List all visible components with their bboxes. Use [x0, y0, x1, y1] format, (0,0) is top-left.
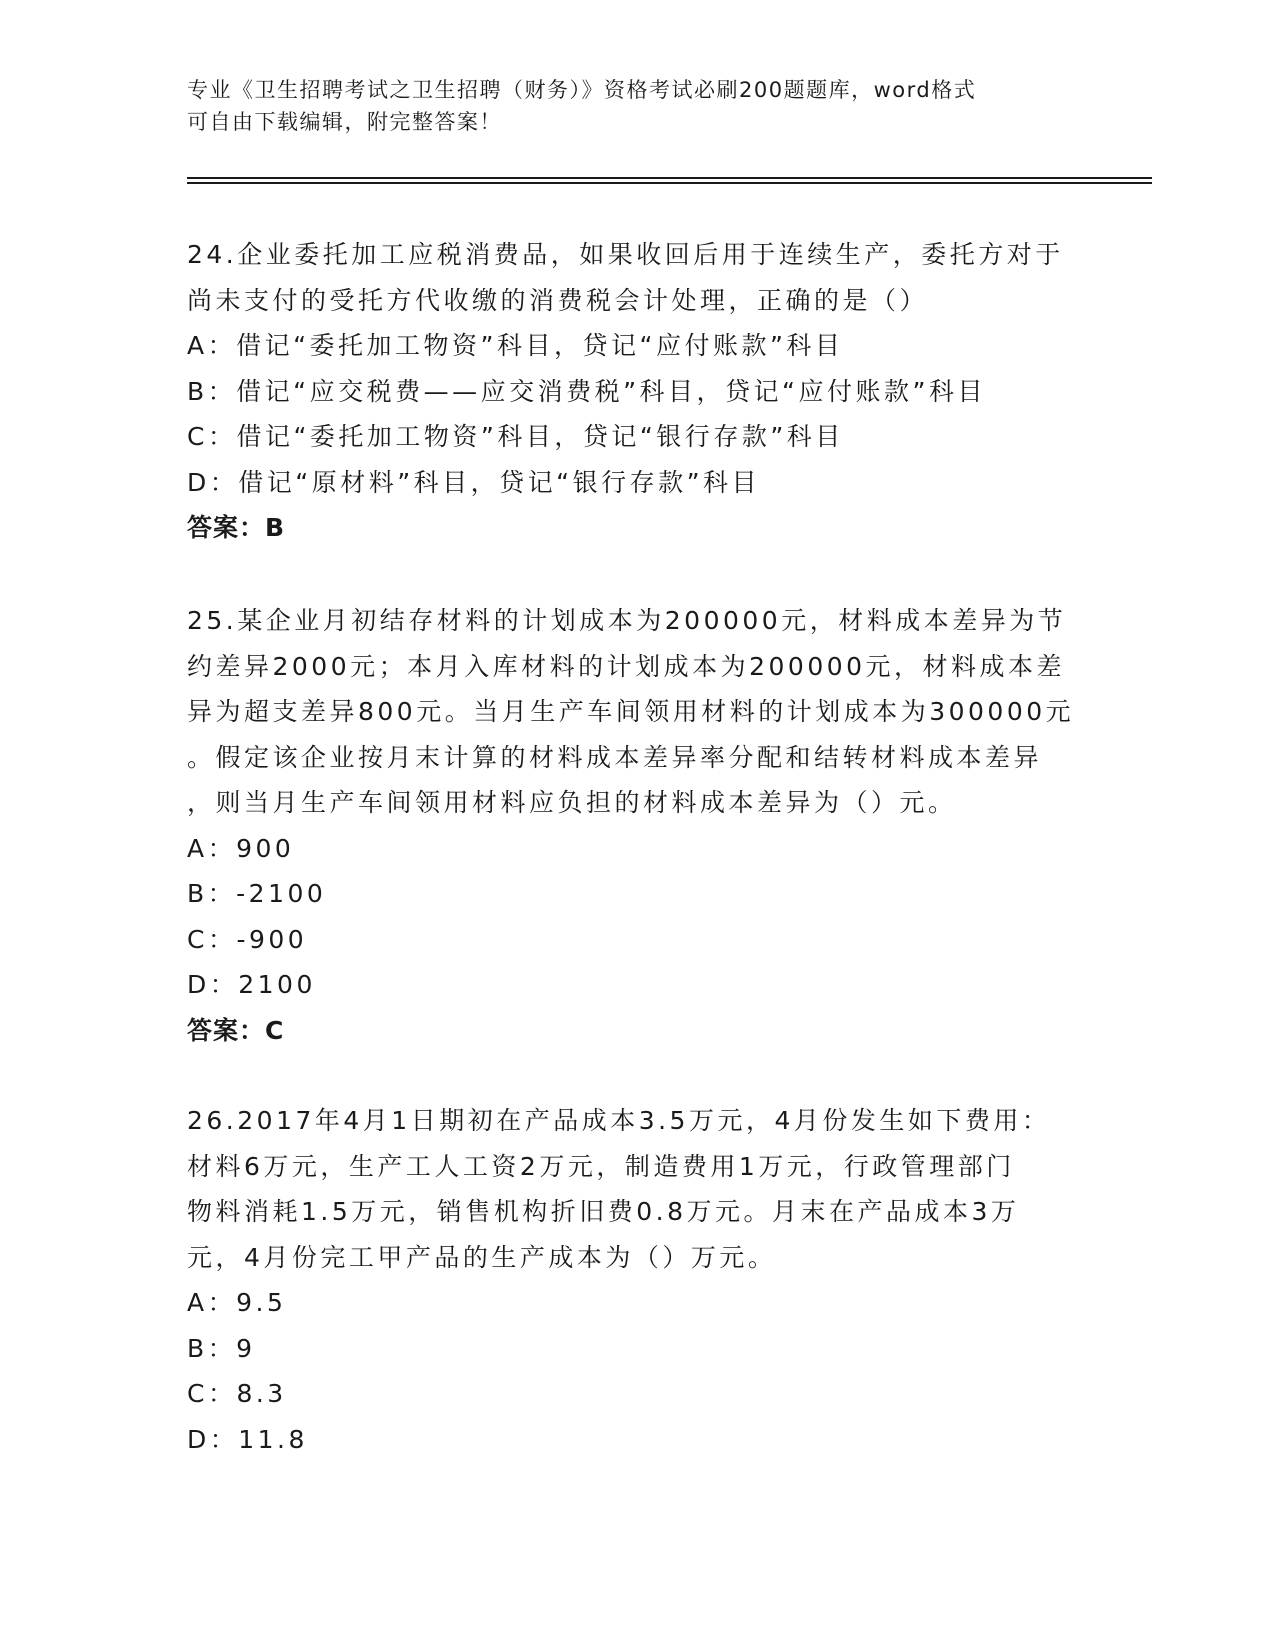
option-c: C：-900 — [187, 924, 308, 954]
question-text-line: 26.2017年4月1日期初在产品成本3.5万元，4月份发生如下费用： — [187, 1106, 1051, 1135]
question-text-line: 。假定该企业按月末计算的材料成本差异率分配和结转材料成本差异 — [187, 742, 1043, 772]
option-b: B：借记“应交税费——应交消费税”科目，贷记“应付账款”科目 — [187, 376, 986, 406]
question-text-line: 24.企业委托加工应税消费品，如果收回后用于连续生产，委托方对于 — [187, 240, 1064, 269]
header-divider-bottom — [187, 182, 1152, 184]
question-text-line: 物料消耗1.5万元，销售机构折旧费0.8万元。月末在产品成本3万 — [187, 1197, 1020, 1226]
question-text-line: 尚未支付的受托方代收缴的消费税会计处理，正确的是（） — [187, 285, 929, 315]
option-c: C：8.3 — [187, 1379, 287, 1408]
question-text-line: 材料6万元，生产工人工资2万元，制造费用1万元，行政管理部门 — [187, 1151, 1015, 1181]
option-a: A：9.5 — [187, 1288, 287, 1317]
answer-label: 答案：C — [187, 1015, 285, 1045]
question-25 — [187, 598, 1087, 1053]
document-header — [187, 74, 1067, 138]
header-divider-top — [187, 177, 1152, 179]
option-b: B：9 — [187, 1333, 256, 1363]
option-a: A：900 — [187, 833, 295, 863]
header-line-1: 专业《卫生招聘考试之卫生招聘（财务）》资格考试必刷200题题库，word格式 — [187, 78, 977, 102]
option-d: D：11.8 — [187, 1424, 308, 1454]
option-c: C：借记“委托加工物资”科目，贷记“银行存款”科目 — [187, 422, 844, 451]
question-text-line: 25.某企业月初结存材料的计划成本为200000元，材料成本差异为节 — [187, 606, 1067, 635]
question-26 — [187, 1098, 1087, 1462]
question-text-line: 异为超支差异800元。当月生产车间领用材料的计划成本为300000元 — [187, 697, 1075, 726]
question-24 — [187, 232, 1087, 551]
option-d: D：2100 — [187, 970, 316, 999]
option-d: D：借记“原材料”科目，贷记“银行存款”科目 — [187, 467, 761, 497]
option-b: B：-2100 — [187, 879, 327, 908]
question-text-line: 约差异2000元；本月入库材料的计划成本为200000元，材料成本差 — [187, 651, 1066, 681]
option-a: A：借记“委托加工物资”科目，贷记“应付账款”科目 — [187, 331, 844, 360]
question-text-line: 元，4月份完工甲产品的生产成本为（）万元。 — [187, 1242, 777, 1272]
header-line-2: 可自由下载编辑，附完整答案！ — [187, 110, 502, 134]
answer-label: 答案：B — [187, 513, 286, 542]
question-text-line: ，则当月生产车间领用材料应负担的材料成本差异为（）元。 — [187, 788, 957, 817]
